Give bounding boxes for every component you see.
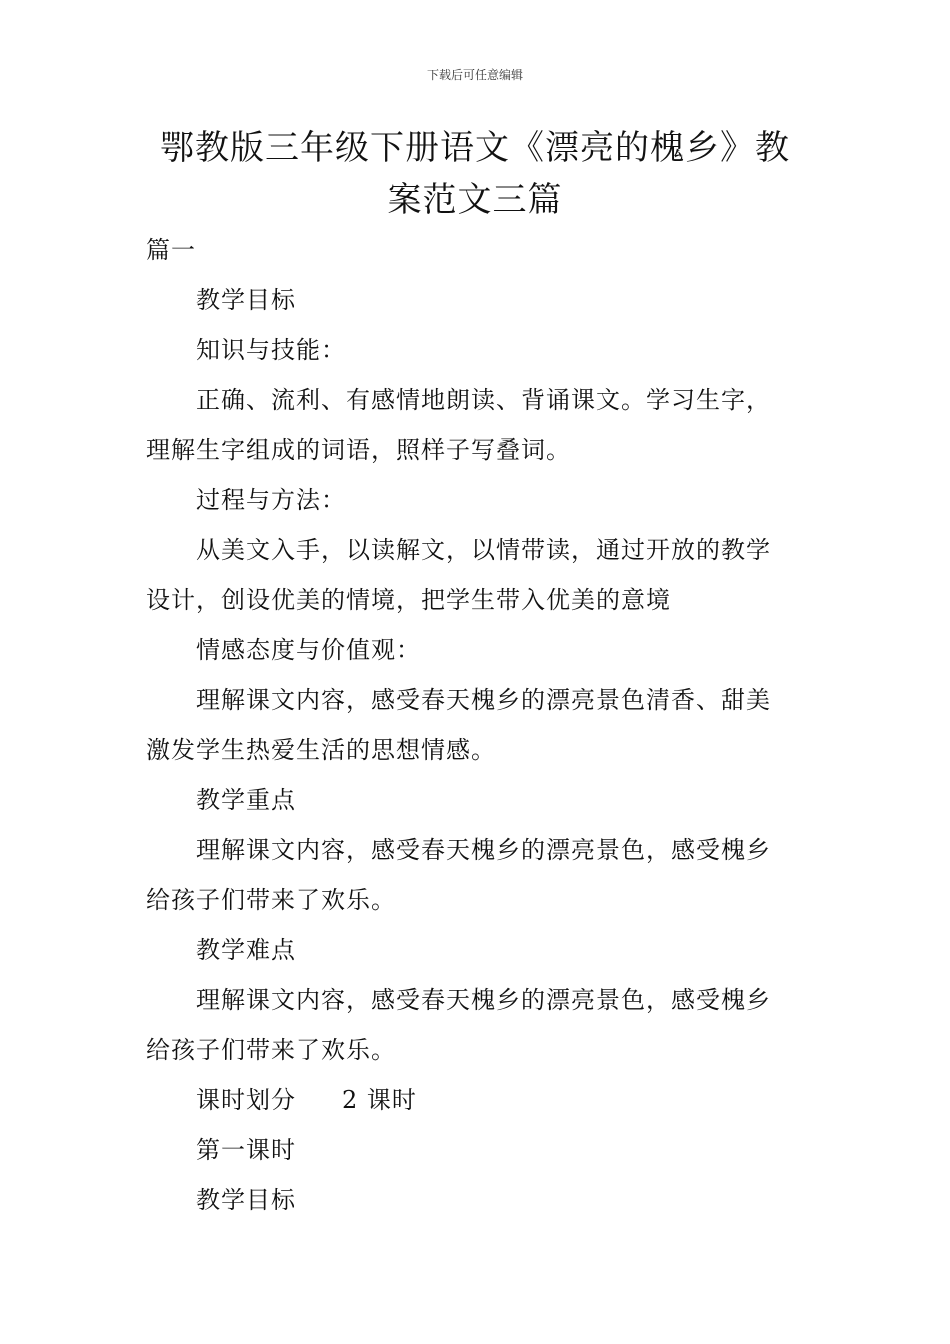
- first-lesson-heading: 第一课时: [196, 1136, 296, 1164]
- emotion-text-line-2: 激发学生热爱生活的思想情感。: [146, 736, 496, 764]
- process-heading: 过程与方法：: [196, 486, 346, 514]
- difficulty-text-line-2: 给孩子们带来了欢乐。: [146, 1036, 396, 1064]
- emotion-heading: 情感态度与价值观：: [196, 636, 421, 664]
- document-title: [120, 122, 830, 226]
- difficulty-text-line-1: 理解课文内容，感受春天槐乡的漂亮景色，感受槐乡: [196, 986, 771, 1014]
- goals-heading-2: 教学目标: [196, 1186, 296, 1214]
- key-heading: 教学重点: [196, 786, 296, 814]
- knowledge-text-line-2: 理解生字组成的词语，照样子写叠词。: [146, 436, 571, 464]
- section-label: 篇一: [146, 236, 196, 264]
- difficulty-heading: 教学难点: [196, 936, 296, 964]
- title-line-2: 案范文三篇: [387, 180, 563, 220]
- key-text-line-1: 理解课文内容，感受春天槐乡的漂亮景色，感受槐乡: [196, 836, 771, 864]
- schedule-label: 课时划分: [196, 1086, 296, 1114]
- document-body: [146, 225, 806, 1225]
- goals-heading: 教学目标: [196, 286, 296, 314]
- process-text-line-1: 从美文入手，以读解文，以情带读，通过开放的教学: [196, 536, 771, 564]
- header-note: 下载后可任意编辑: [426, 68, 523, 82]
- title-line-1: 鄂教版三年级下册语文《漂亮的槐乡》教: [160, 128, 790, 168]
- schedule-row: [146, 1075, 806, 1125]
- knowledge-text-line-1: 正确、流利、有感情地朗读、背诵课文。学习生字，: [196, 386, 771, 414]
- schedule-value: 2 课时: [342, 1086, 417, 1114]
- emotion-text-line-1: 理解课文内容，感受春天槐乡的漂亮景色清香、甜美: [196, 686, 771, 714]
- key-text-line-2: 给孩子们带来了欢乐。: [146, 886, 396, 914]
- process-text-line-2: 设计，创设优美的情境，把学生带入优美的意境: [146, 586, 671, 614]
- knowledge-heading: 知识与技能：: [196, 336, 346, 364]
